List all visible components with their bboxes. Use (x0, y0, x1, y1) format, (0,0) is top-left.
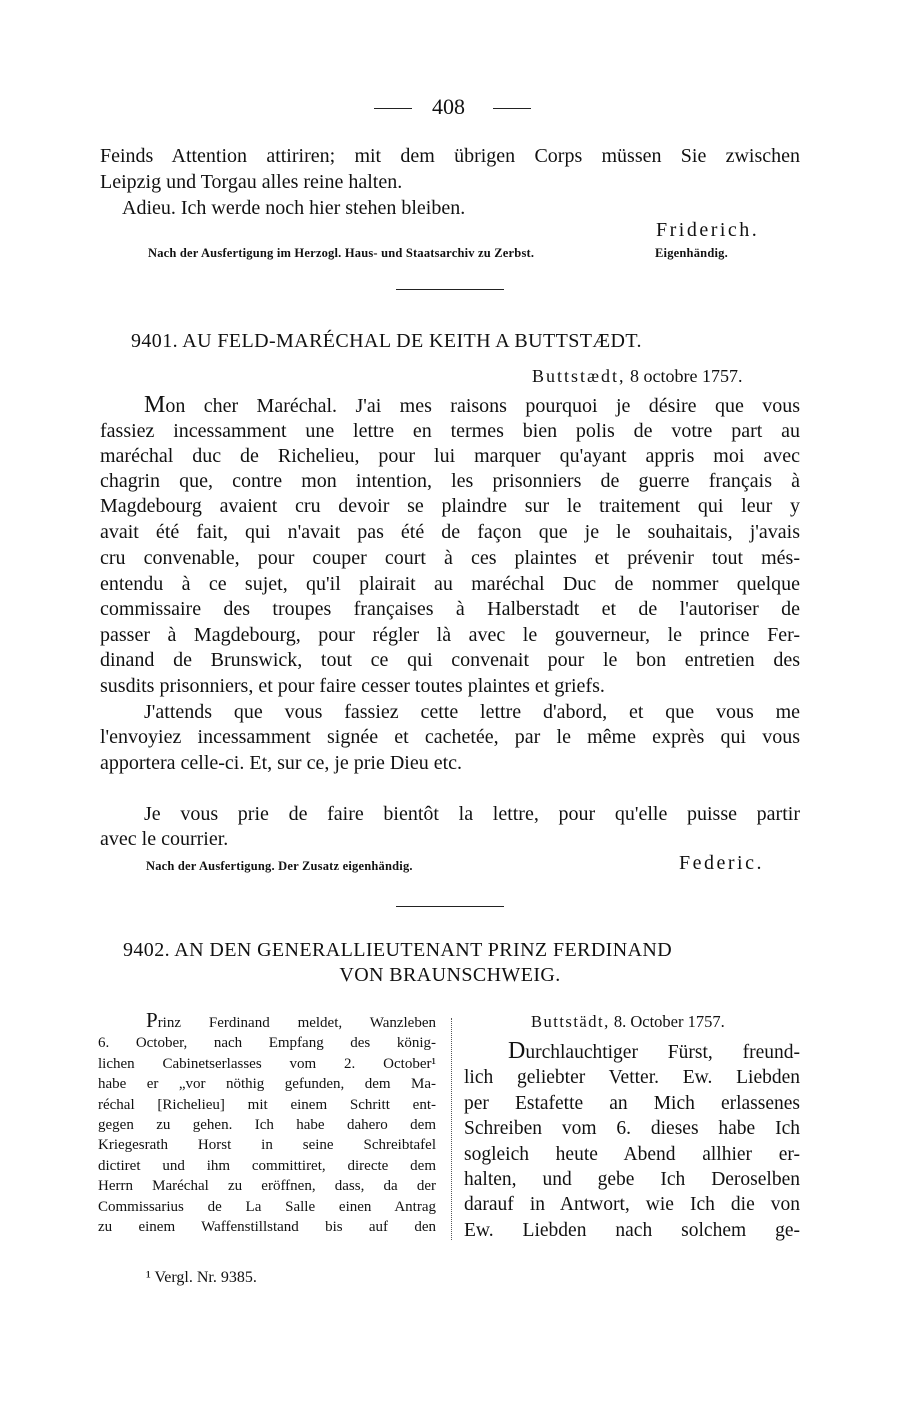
initial-letter: M (144, 392, 166, 418)
summary-line: Kriegesrath Horst in seine Schreibtafel (98, 1137, 436, 1154)
letter-line: Ew. Liebden nach solchem ge- (464, 1219, 800, 1241)
dateline (531, 1012, 725, 1032)
text-line (144, 392, 800, 419)
letter-column (464, 1039, 800, 1243)
letter-line: darauf in Antwort, wie Ich die von (464, 1194, 800, 1216)
letter-heading-line2: VON BRAUNSCHWEIG. (339, 964, 561, 986)
postscript-line: avec le courrier. (100, 828, 229, 850)
footnote: ¹ Vergl. Nr. 9385. (146, 1269, 257, 1286)
summary-column (98, 1010, 436, 1237)
summary-line: gegen zu gehen. Ich habe dahero dem (98, 1117, 436, 1134)
letter-line: Schreiben vom 6. dieses habe Ich (464, 1118, 800, 1140)
postscript-line: Je vous prie de faire bientôt la lettre, pour qu'elle puisse partir (144, 803, 800, 825)
summary-line: habe er „vor nöthig gefunden, dem Ma- (98, 1076, 436, 1093)
signature: Federic. (679, 852, 764, 874)
summary-line: Herrn Maréchal zu eröffnen, dass, da der (98, 1178, 436, 1195)
letter-line: sogleich heute Abend allhier er- (464, 1143, 800, 1165)
text-line: commissaire des troupes françaises à Halberstadt et de l'autoriser de (100, 598, 800, 620)
summary-line: dictiret und ihm committiret, directe dem (98, 1157, 436, 1174)
letter-line-text: urchlauchtiger Fürst, freund- (525, 1042, 800, 1063)
text-line: Feinds Attention attiriren; mit dem übrigen Corps müssen Sie zwischen (100, 145, 800, 167)
letter-line (464, 1039, 800, 1065)
summary-line: réchal [Richelieu] mit einem Schritt ent- (98, 1096, 436, 1113)
initial-letter: D (508, 1038, 526, 1064)
summary-line: lichen Cabinetserlasses vom 2. October¹ (98, 1055, 436, 1072)
dateline (532, 366, 743, 387)
source-note: Nach der Ausfertigung im Herzogl. Haus- und Staatsarchiv zu Zerbst. (148, 246, 535, 260)
summary-line: Commissarius de La Salle einen Antrag (98, 1198, 436, 1215)
dateline-place: Buttstädt, (531, 1012, 610, 1031)
page-number: 408 (432, 94, 465, 119)
summary-line-text: rinz Ferdinand meldet, Wanzleben (157, 1015, 436, 1031)
summary-line: zu einem Waffenstillstand bis auf den (98, 1219, 436, 1236)
text-line: avait été fait, qui n'avait pas été de façon que je le souhaitais, j'avais (100, 521, 800, 543)
source-note-right: Eigenhändig. (655, 246, 728, 260)
source-note: Nach der Ausfertigung. Der Zusatz eigenhändig. (146, 859, 413, 873)
text-line: l'envoyiez incessamment signée et cachetée, par le même exprès qui vous (100, 726, 800, 748)
text-line: entendu à ce sujet, qu'il plairait au maréchal Duc de nommer quelque (100, 573, 800, 595)
column-separator (451, 1018, 452, 1240)
header-rule-right (493, 108, 531, 109)
letter-heading: 9402. AN DEN GENERALLIEUTENANT PRINZ FERDINAND (123, 939, 673, 961)
dateline-place: Buttstædt, (532, 366, 626, 386)
header-rule-left (374, 108, 412, 109)
text-line: Magdebourg avaient cru devoir se plaindre sur le traitement qui leur y (100, 495, 800, 517)
initial-letter: P (146, 1008, 158, 1032)
text-line-content: on cher Maréchal. J'ai mes raisons pourquoi je désire que vous (165, 395, 800, 417)
dateline-date: 8 octobre 1757. (630, 366, 743, 386)
dateline-date: 8. October 1757. (613, 1012, 725, 1031)
signature: Friderich. (656, 219, 760, 241)
text-line: cru convenable, pour couper court à ces plaintes et prévenir tout més- (100, 547, 800, 569)
text-line: passer à Magdebourg, pour régler là avec le gouverneur, le prince Fer- (100, 624, 800, 646)
text-line: susdits prisonniers, et pour faire cesser toutes plaintes et griefs. (100, 675, 605, 697)
section-divider (396, 289, 504, 290)
text-line: dinand de Brunswick, tout ce qui convenait pour le bon entretien des (100, 649, 800, 671)
text-line: chagrin que, contre mon intention, les prisonniers de guerre français à (100, 470, 800, 492)
text-line: Adieu. Ich werde noch hier stehen bleiben. (122, 197, 466, 219)
letter-line: lich geliebter Vetter. Ew. Liebden (464, 1067, 800, 1089)
letter-line: per Estafette an Mich erlassenes (464, 1092, 800, 1114)
text-line: fassiez incessamment une lettre en termes bien polis de votre part au (100, 420, 800, 442)
letter-heading: 9401. AU FELD-MARÉCHAL DE KEITH A BUTTSTÆDT. (131, 330, 642, 352)
summary-line: 6. October, nach Empfang des könig- (98, 1035, 436, 1052)
section-divider (396, 906, 504, 907)
text-line: Leipzig und Torgau alles reine halten. (100, 171, 403, 193)
text-line: maréchal duc de Richelieu, pour lui marquer qu'ayant appris moi avec (100, 445, 800, 467)
text-line: apportera celle-ci. Et, sur ce, je prie Dieu etc. (100, 752, 463, 774)
text-line: J'attends que vous fassiez cette lettre d'abord, et que vous me (144, 701, 800, 723)
summary-line (98, 1010, 436, 1033)
letter-line: halten, und gebe Ich Deroselben (464, 1169, 800, 1191)
